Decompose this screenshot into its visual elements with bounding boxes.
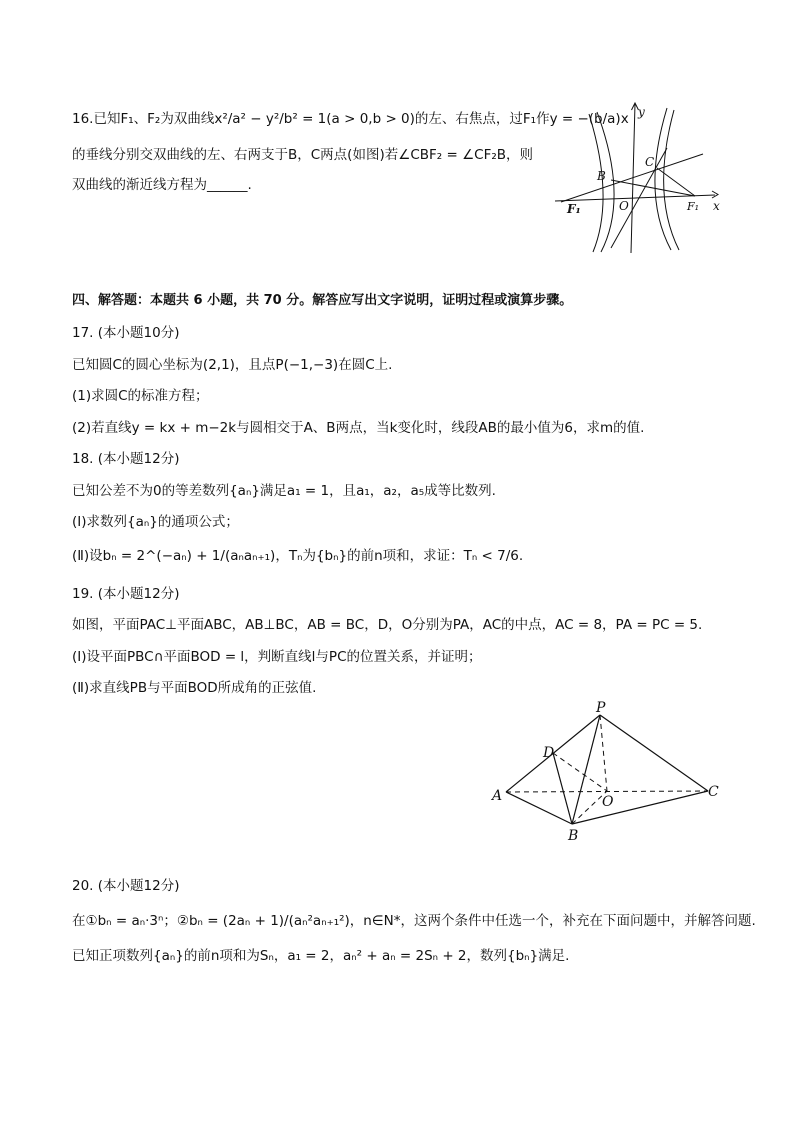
q20-title: 20. (本小题12分) — [72, 878, 180, 894]
fig19-label-a: A — [492, 788, 503, 804]
q19-part2: (Ⅱ)求直线PB与平面BOD所成角的正弦值. — [72, 680, 317, 696]
fig16-label-x: x — [713, 199, 720, 213]
q20-line2: 已知正项数列{aₙ}的前n项和为Sₙ，a₁ = 2，aₙ² + aₙ = 2Sₙ + 2，数列{bₙ}满足. — [72, 948, 570, 964]
fig19-label-d: D — [543, 745, 555, 761]
fig19-label-p: P — [596, 700, 606, 716]
fig19-label-b: B — [568, 828, 579, 844]
q17-title: 17. (本小题10分) — [72, 325, 180, 341]
section4-heading: 四、解答题：本题共 6 小题，共 70 分。解答应写出文字说明，证明过程或演算步骤。 — [72, 293, 573, 308]
q16-line3: 双曲线的渐近线方程为______. — [72, 177, 252, 193]
q16-line2: 的垂线分别交双曲线的左、右两支于B，C两点(如图)若∠CBF₂ = ∠CF₂B，则 — [72, 147, 534, 163]
q18-stem: 已知公差不为0的等差数列{aₙ}满足a₁ = 1，且a₁，a₂，a₅成等比数列. — [72, 483, 496, 499]
q18-part2: (Ⅱ)设bₙ = 2^(−aₙ) + 1/(aₙaₙ₊₁)，Tₙ为{bₙ}的前n项和，求证：Tₙ < 7/6. — [72, 548, 524, 564]
tetrahedron-figure — [486, 700, 726, 848]
fig16-label-b: B — [597, 169, 606, 183]
fig16-label-f2: F₁ — [687, 200, 700, 213]
q16-line1: 16.已知F₁、F₂为双曲线x²/a² − y²/b² = 1(a > 0,b > 0)的左、右焦点，过F₁作y = −(b/a)x — [72, 111, 629, 127]
q17-stem: 已知圆C的圆心坐标为(2,1)，且点P(−1,−3)在圆C上. — [72, 357, 393, 373]
q19-stem: 如图，平面PAC⊥平面ABC，AB⊥BC，AB = BC，D，O分别为PA，AC的中点，AC = 8，PA = PC = 5. — [72, 617, 703, 633]
fig16-label-f1: F₁ — [567, 202, 581, 216]
q20-line1: 在①bₙ = aₙ·3ⁿ；②bₙ = (2aₙ + 1)/(aₙ²aₙ₊₁²)，n∈N*，这两个条件中任选一个，补充在下面问题中，并解答问题. — [72, 913, 756, 929]
fig16-label-y: y — [638, 105, 645, 119]
fig19-label-c: C — [708, 784, 719, 800]
q17-part1: (1)求圆C的标准方程； — [72, 388, 209, 404]
fig16-label-c: C — [645, 155, 655, 169]
fig16-label-o: O — [619, 199, 629, 213]
q17-part2: (2)若直线y = kx + m−2k与圆相交于A、B两点，当k变化时，线段AB的最小值为6，求m的值. — [72, 420, 645, 436]
q18-part1: (Ⅰ)求数列{aₙ}的通项公式； — [72, 514, 239, 530]
q19-part1: (Ⅰ)设平面PBC∩平面BOD = l，判断直线l与PC的位置关系，并证明； — [72, 649, 482, 665]
q18-title: 18. (本小题12分) — [72, 451, 180, 467]
q19-title: 19. (本小题12分) — [72, 586, 180, 602]
fig19-label-o: O — [602, 794, 614, 810]
hyperbola-figure — [555, 98, 725, 256]
